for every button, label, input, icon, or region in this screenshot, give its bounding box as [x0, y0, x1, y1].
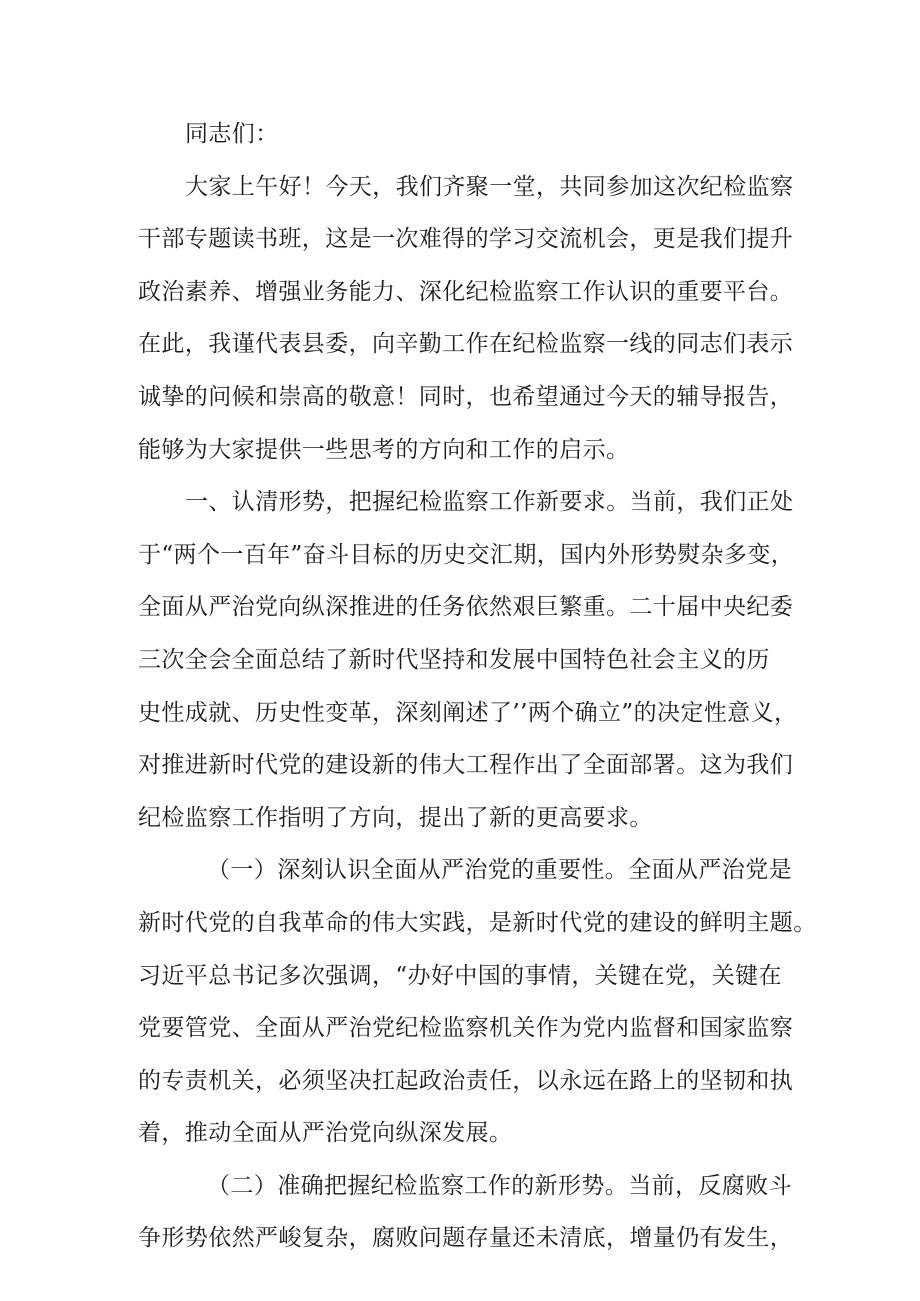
paragraph-line: 党要管党、全面从严治党纪检监察机关作为党内监督和国家监察	[138, 1015, 794, 1042]
paragraph-line: 争形势依然严峻复杂，腐败问题存量还未清底，增量仍有发生，	[138, 1225, 794, 1252]
paragraph-line: 能够为大家提供一些思考的方向和工作的启示。	[138, 436, 630, 463]
subsection-heading-line: （二）准确把握纪检监察工作的新形势。当前，反腐败斗	[207, 1172, 792, 1199]
paragraph-line: 的专责机关，必须坚决扛起政治责任，以永远在路上的坚韧和执	[138, 1067, 794, 1094]
paragraph-line: 在此，我谨代表县委，向辛勤工作在纪检监察一线的同志们表示	[138, 331, 794, 358]
paragraph-line: 政治素养、增强业务能力、深化纪检监察工作认识的重要平台。	[138, 278, 794, 305]
paragraph-line: 对推进新时代党的建设新的伟大工程作出了全面部署。这为我们	[138, 752, 794, 779]
paragraph-line: 史性成就、历史性变革，深刻阐述了’’两个确立”的决定性意义，	[138, 699, 798, 726]
paragraph-line: 干部专题读书班，这是一次难得的学习交流机会，更是我们提升	[138, 226, 794, 253]
paragraph-line: 三次全会全面总结了新时代坚持和发展中国特色社会主义的历	[138, 646, 770, 673]
paragraph-line: 大家上午好！今天，我们齐聚一堂，共同参加这次纪检监察	[185, 173, 794, 200]
paragraph-line: 诚挚的问候和崇高的敬意！同时，也希望通过今天的辅导报告，	[138, 383, 794, 410]
subsection-heading-line: （一）深刻认识全面从严治党的重要性。全面从严治党是	[207, 857, 792, 884]
salutation: 同志们：	[185, 121, 279, 147]
paragraph-line: 着，推动全面从严治党向纵深发展。	[138, 1120, 513, 1147]
paragraph-line: 习近平总书记多次强调，“办好中国的事情，关键在党，关键在	[138, 962, 782, 989]
section-heading-line: 一、认清形势，把握纪检监察工作新要求。当前，我们正处	[185, 489, 794, 516]
paragraph-line: 全面从严治党向纵深推进的任务依然艰巨繁重。二十届中央纪委	[138, 594, 794, 621]
paragraph-line: 于“两个一百年”奋斗目标的历史交汇期，国内外形势熨杂多变，	[138, 541, 795, 568]
document-body	[138, 108, 817, 1265]
paragraph-line: 纪检监察工作指明了方向，提出了新的更高要求。	[138, 804, 653, 831]
paragraph-line: 新时代党的自我革命的伟大实践，是新时代党的建设的鲜明主题。	[138, 909, 817, 936]
